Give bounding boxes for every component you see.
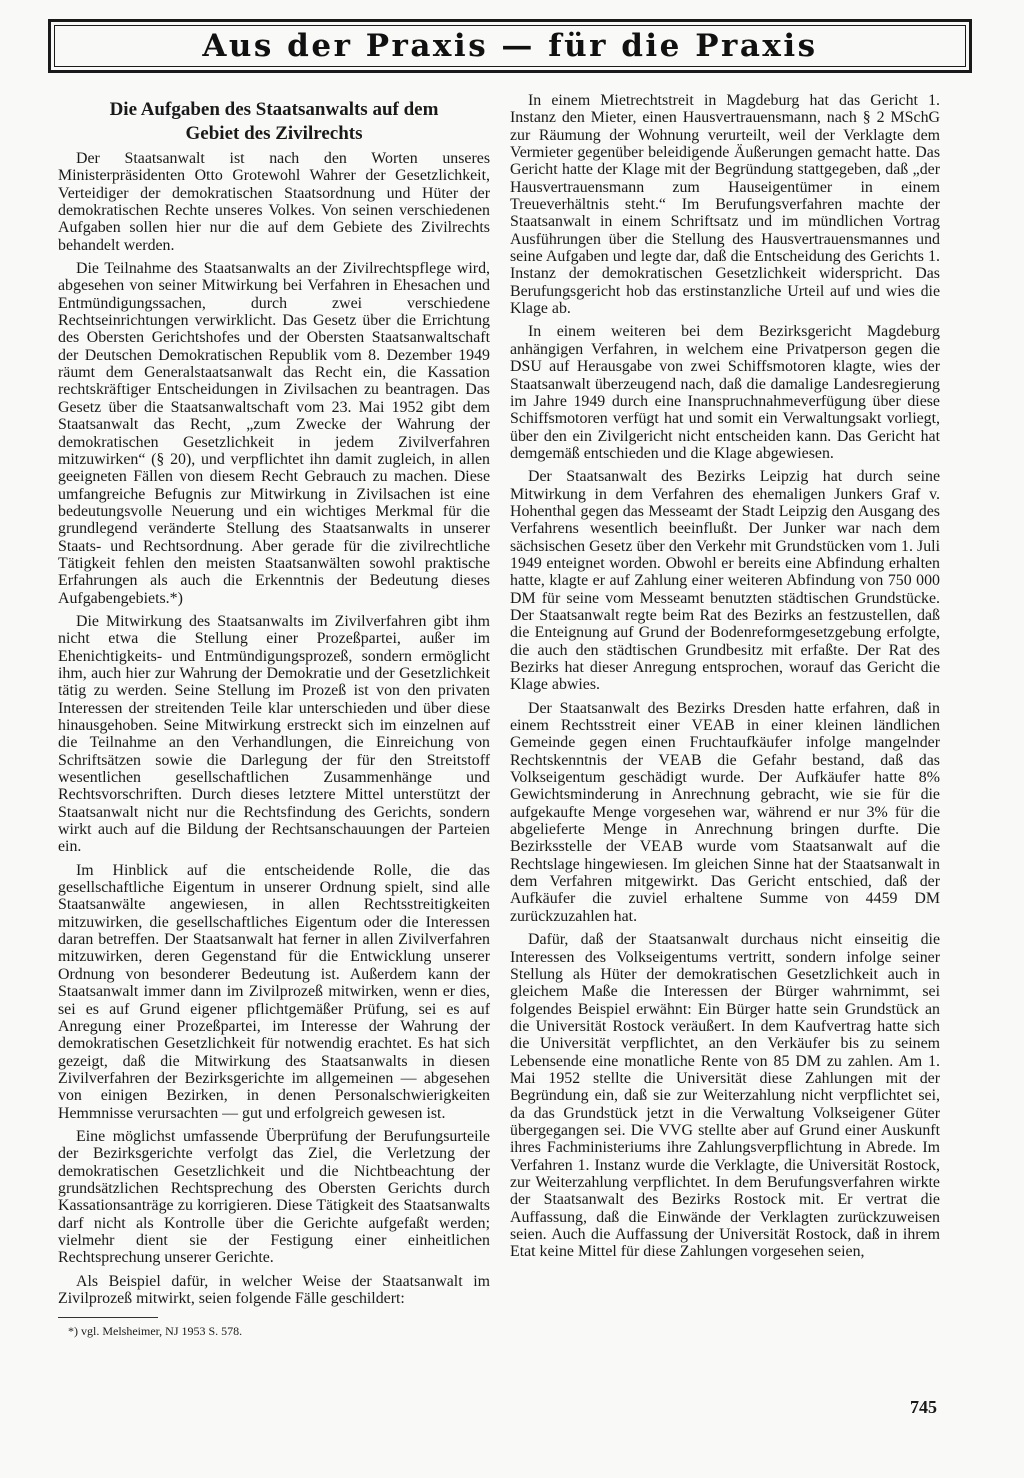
paragraph: Die Mitwirkung des Staatsanwalts im Zivilverfahren gibt ihm nicht etwa die Stellung einer Prozeßpartei, außer im Ehenichtigkeits- und Entmündigungsprozeß, sondern ermöglicht ihm, auch hier zur Wahrung der Demokratie und der Gesetzlichkeit tätig zu werden. Seine Stellung im Prozeß ist von den privaten Interessen der streitenden Teile klar unterschieden und über diese hinausgehoben. Seine Mitwirkung erstreckt sich im einzelnen auf die Teilnahme an den Verhandlungen, die Einreichung von Schriftsätzen sowie die Darlegung der für den Streitstoff wesentlichen gesellschaftlichen Zusammenhänge und Rechtsvorschriften. Durch dieses letztere Mittel unterstützt der Staatsanwalt nicht nur die Rechtsfindung des Gerichts, sondern wirkt auch auf die Bildung der Rechtsanschauungen der Parteien ein. xyxy=(58,612,490,856)
paragraph: Die Teilnahme des Staatsanwalts an der Zivilrechtspflege wird, abgesehen von seiner Mitwirkung bei Verfahren in Ehesachen und Entmündigungssachen, durch zwei verschiedene Rechtseinrichtungen verwirklicht. Das Gesetz über die Errichtung des Obersten Gerichtshofes und der Obersten Staatsanwaltschaft der Deutschen Demokratischen Republik vom 8. Dezember 1949 räumt dem Generalstaatsanwalt das Recht ein, die Kassation rechtskräftiger Entscheidungen in Zivilsachen zu beantragen. Das Gesetz über die Staatsanwaltschaft vom 23. Mai 1952 gibt dem Staatsanwalt das Recht, „zum Zwecke der Wahrung der demokratischen Gesetzlichkeit in jedem Zivilverfahren mitzuwirken“ (§ 20), und verpflichtet ihn damit zugleich, in allen geeigneten Fällen von diesem Recht Gebrauch zu machen. Diese umfangreiche Befugnis zur Mitwirkung in Zivilsachen ist eine bedeutungsvolle Neuerung und ein wichtiges Merkmal für die grundlegend veränderte Stellung des Staatsanwalts in unserer Staats- und Rechtsordnung. Aber gerade für die zivilrechtliche Tätigkeit fehlen den meisten Staatsanwälten sowohl praktische Erfahrungen als auch die Erkenntnis der Bedeutung dieses Aufgabengebiets.*) xyxy=(58,260,490,607)
paragraph: In einem weiteren bei dem Bezirksgericht Magdeburg anhängigen Verfahren, in welchem eine Privatperson gegen die DSU auf Herausgabe von zwei Schiffsmotoren klagte, wies der Staatsanwalt überzeugend nach, daß die damalige Landesregierung im Jahre 1949 durch eine Inanspruchnahmeverfügung über diese Schiffsmotoren verfügt hat und somit ein Verwaltungsakt vorliegt, über den ein Zivilgericht nicht entscheiden kann. Das Gericht hat demgemäß entschieden und die Klage abgewiesen. xyxy=(510,323,940,462)
article-title xyxy=(58,98,490,146)
page-number: 745 xyxy=(910,1397,937,1417)
right-column xyxy=(510,92,940,1267)
footnote: *) vgl. Melsheimer, NJ 1953 S. 578. xyxy=(68,1324,243,1339)
paragraph: Der Staatsanwalt des Bezirks Dresden hatte erfahren, daß in einem Rechtsstreit einer VEAB in einer kleinen ländlichen Gemeinde gegen einen Fruchtaufkäufer infolge mangelnder Rechtskenntnis der VEAB die Gefahr bestand, daß das Volkseigentum geschädigt wurde. Der Aufkäufer hatte 8% Gewichtsminderung in Anrechnung gebracht, wie sie für die aufgekaufte Menge vorgesehen war, während er nur 3% für die abgelieferte Menge in Anrechnung bringen durfte. Die Bezirksstelle der VEAB wurde vom Staatsanwalt auf die Rechtslage hingewiesen. Im gleichen Sinne hat der Staatsanwalt in dem Verfahren mitgewirkt. Das Gericht entschied, daß der Aufkäufer die zuviel erhaltene Summe von 4459 DM zurückzuzahlen hat. xyxy=(510,699,940,925)
footnote-divider xyxy=(58,1317,158,1318)
article-title-line-1: Die Aufgaben des Staatsanwalts auf dem xyxy=(109,99,439,120)
paragraph: Der Staatsanwalt des Bezirks Leipzig hat durch seine Mitwirkung in dem Verfahren des ehemaligen Junkers Graf v. Hohenthal gegen das Messeamt der Stadt Leipzig den Ausgang des Verfahrens wesentlich beeinflußt. Der Junker war nach dem sächsischen Gesetz über den Verkehr mit Grundstücken vom 1. Juli 1949 enteignet worden. Obwohl er bereits eine Abfindung erhalten hatte, klagte er auf Zahlung einer weiteren Abfindung von 750 000 DM für seine vom Messeamt benutzten städtischen Grundstücke. Der Staatsanwalt regte beim Rat des Bezirks an festzustellen, daß die Enteignung auf Grund der Bodenreformgesetzgebung erfolgte, die auch den städtischen Grundbesitz mit erfaßte. Der Rat des Bezirks hat dieser Anregung entsprochen, worauf das Gericht die Klage abwies. xyxy=(510,468,940,694)
paragraph: In einem Mietrechtstreit in Magdeburg hat das Gericht 1. Instanz den Mieter, einen Hausvertrauensmann, nach § 2 MSchG zur Räumung der Wohnung verurteilt, weil der Verklagte dem Vermieter gegenüber beleidigende Äußerungen gemacht hatte. Das Gericht hatte der Klage mit der Begründung stattgegeben, daß „der Hausvertrauensmann zum Hauseigentümer in einem Treueverhältnis steht.“ Im Berufungsverfahren machte der Staatsanwalt in einem Schriftsatz und im mündlichen Vortrag Ausführungen über die Stellung des Hausvertrauensmannes und seine Aufgaben und legte dar, daß die Entscheidung des Gerichts 1. Instanz der demokratischen Gesetzlichkeit widerspricht. Das Berufungsgericht hob das erstinstanzliche Urteil auf und wies die Klage ab. xyxy=(510,92,940,318)
paragraph: Als Beispiel dafür, in welcher Weise der Staatsanwalt im Zivilprozeß mitwirkt, seien folgende Fälle geschildert: xyxy=(58,1272,490,1307)
paragraph: Eine möglichst umfassende Überprüfung der Berufungsurteile der Bezirksgerichte verfolgt das Ziel, die Verletzung der demokratischen Gesetzlichkeit und die Nichtbeachtung der grundsätzlichen Rechtsprechung des Obersten Gerichts durch Kassationsanträge zu korrigieren. Diese Tätigkeit des Staatsanwalts darf nicht als Kontrolle über die Gerichte aufgefaßt werden; vielmehr dient sie der Festigung einer einheitlichen Rechtsprechung unserer Gerichte. xyxy=(58,1127,490,1267)
article-title-line-2: Gebiet des Zivilrechts xyxy=(185,123,363,144)
paragraph: Im Hinblick auf die entscheidende Rolle, die das gesellschaftliche Eigentum in unserer Ordnung spielt, sind alle Staatsanwälte angewiesen, in allen Rechtsstreitigkeiten mitzuwirken, die gesellschaftliches Eigentum oder die Interessen daran betreffen. Der Staatsanwalt hat ferner in allen Zivilverfahren mitzuwirken, deren Gegenstand für die Entwicklung unserer Ordnung von besonderer Bedeutung ist. Außerdem kann der Staatsanwalt immer dann im Zivilprozeß mitwirken, wenn er dies, sei es auf Grund eigener pflichtgemäßer Prüfung, sei es auf Anregung einer Prozeßpartei, im Interesse der Wahrung der demokratischen Gesetzlichkeit für notwendig erachtet. Es hat sich gezeigt, daß die Mitwirkung des Staatsanwalts in diesen Zivilverfahren der Bezirksgerichte im allgemeinen — abgesehen von einigen Bezirken, in denen Personalschwierigkeiten Hemmnisse verursachten — gut und erfolgreich gewesen ist. xyxy=(58,861,490,1122)
section-header-box xyxy=(48,19,972,73)
left-column xyxy=(58,92,490,1339)
paragraph: Der Staatsanwalt ist nach den Worten unseres Ministerpräsidenten Otto Grotewohl Wahrer der Gesetzlichkeit, Verteidiger der demokratischen Staatsordnung und Hüter der demokratischen Rechte unseres Volkes. Von seinen verschiedenen Aufgaben sollen hier nur die auf dem Gebiete des Zivilrechts behandelt werden. xyxy=(58,150,490,254)
paragraph: Dafür, daß der Staatsanwalt durchaus nicht einseitig die Interessen des Volkseigentums vertritt, sondern infolge seiner Stellung als Hüter der demokratischen Gesetzlichkeit auch in gleichem Maße die Interessen der Bürger wahrnimmt, sei folgendes Beispiel erwähnt: Ein Bürger hatte sein Grundstück an die Universität Rostock veräußert. In dem Kaufvertrag hatte sich die Universität verpflichtet, an den Verkäufer bis zu seinem Lebensende eine monatliche Rente von 85 DM zu zahlen. Am 1. Mai 1952 stellte die Universität diese Zahlungen mit der Begründung ein, daß sie zur Weiterzahlung nicht verpflichtet sei, da das Grundstück jetzt in die Verwaltung Volkseigener Güter übergegangen sei. Die VVG stellte aber auf Grund einer Auskunft ihres Fachministeriums ihre Zahlungsverpflichtung in Abrede. Im Verfahren 1. Instanz wurde die Verklagte, die Universität Rostock, zur Weiterzahlung verpflichtet. In dem Berufungsverfahren wirkte der Staatsanwalt des Bezirks Rostock mit. Er vertrat die Auffassung, daß die Einwände der Verklagten zurückzuweisen seien. Auch die Auffassung der Universität Rostock, daß in ihrem Etat keine Mittel für diese Zahlungen vorgesehen seien, xyxy=(510,931,940,1261)
section-header: Aus der Praxis — für die Praxis xyxy=(202,28,818,64)
